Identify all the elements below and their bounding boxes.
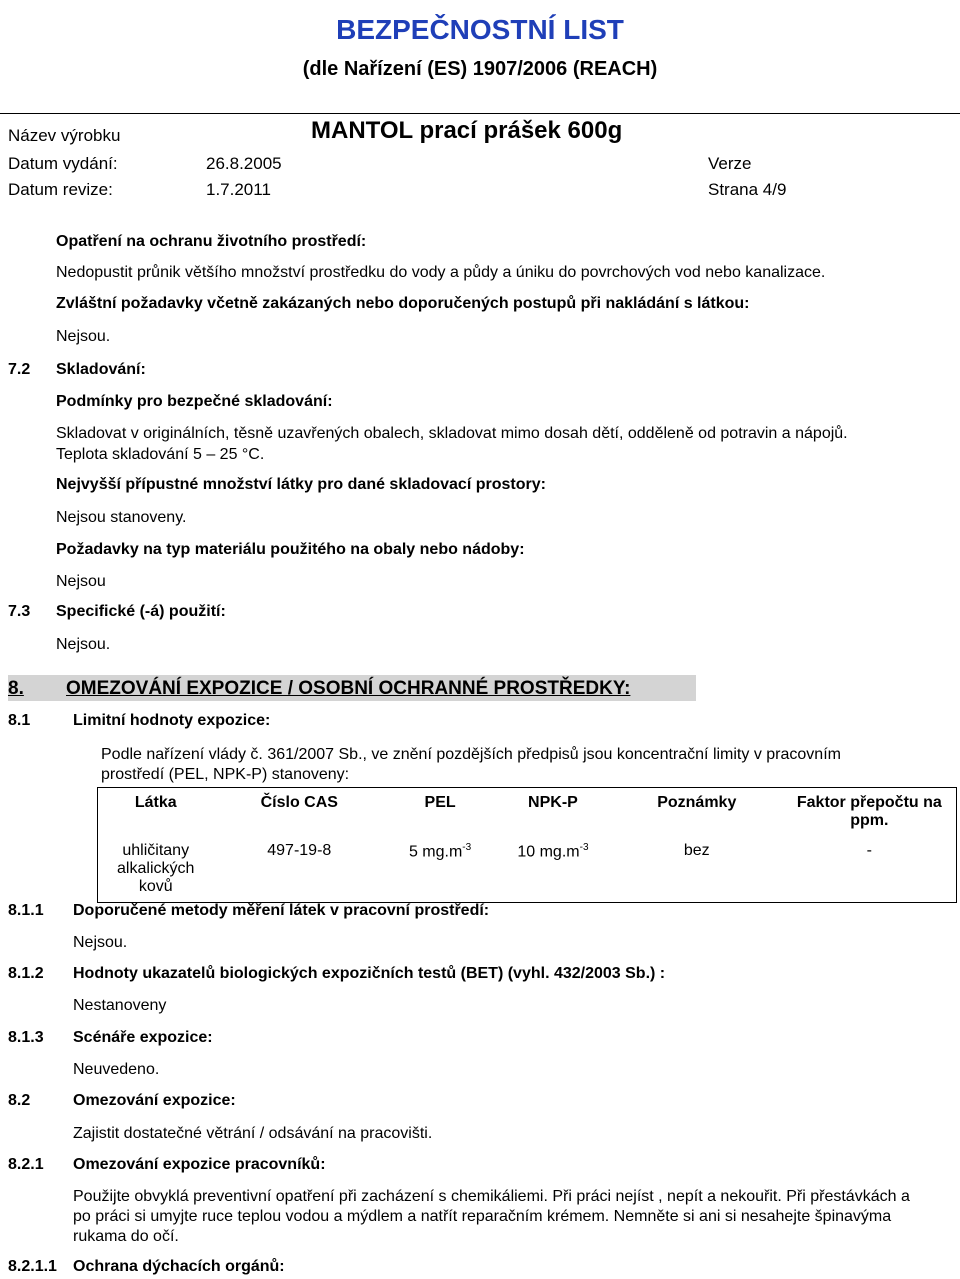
s72-heading: Skladování:	[56, 361, 146, 378]
max-quantity-heading: Nejvyšší přípustné množství látky pro dané skladovací prostory:	[56, 476, 546, 493]
s821-heading: Omezování expozice pracovníků:	[73, 1156, 326, 1173]
section8-heading: OMEZOVÁNÍ EXPOZICE / OSOBNÍ OCHRANNÉ PROSTŘEDKY:	[66, 678, 631, 699]
s812-number: 8.1.2	[8, 965, 44, 982]
column-header: NPK-P	[528, 794, 578, 811]
s812-heading: Hodnoty ukazatelů biologických expozičních testů (BET) (vyhl. 432/2003 Sb.) :	[73, 965, 666, 982]
storage-conditions-heading: Podmínky pro bezpečné skladování:	[56, 393, 333, 410]
note-cell: bez	[683, 842, 710, 859]
document-title: BEZPEČNOSTNÍ LIST	[336, 14, 624, 45]
env-text: Nedopustit průnik většího množství prostředku do vody a půdy a úniku do povrchových vod nebo kanalizace.	[56, 264, 826, 281]
s81-number: 8.1	[8, 712, 31, 729]
npk-value: 10 mg.m	[517, 843, 580, 861]
s811-heading: Doporučené metody měření látek v pracovní prostředí:	[73, 902, 490, 919]
s73-heading: Specifické (-á) použití:	[56, 603, 226, 620]
issue-date: 26.8.2005	[206, 154, 282, 173]
version-label: Verze	[708, 154, 752, 173]
s811-number: 8.1.1	[8, 902, 44, 919]
s8211-number: 8.2.1.1	[8, 1258, 57, 1275]
factor-cell: -	[866, 842, 872, 859]
s73-number: 7.3	[8, 603, 31, 620]
header-divider	[0, 113, 960, 114]
column-header: Číslo CAS	[260, 794, 338, 811]
storage-temperature: Teplota skladování 5 – 25 °C.	[56, 446, 265, 463]
npk-cell	[495, 832, 611, 903]
exposure-limits-table	[97, 787, 957, 903]
env-heading: Opatření na ochranu životního prostředí:	[56, 233, 367, 250]
s811-text: Nejsou.	[73, 934, 128, 951]
s813-heading: Scénáře expozice:	[73, 1029, 213, 1046]
table-header-row	[98, 788, 957, 833]
s82-number: 8.2	[8, 1092, 31, 1109]
page-number: Strana 4/9	[708, 180, 787, 199]
special-heading: Zvláštní požadavky včetně zakázaných nebo doporučených postupů při nakládání s látkou:	[56, 295, 750, 312]
s813-text: Neuvedeno.	[73, 1061, 160, 1078]
product-name: MANTOL prací prášek 600g	[311, 117, 623, 144]
s82-heading: Omezování expozice:	[73, 1092, 236, 1109]
s81-text: Podle nařízení vlády č. 361/2007 Sb., ve znění pozdějších předpisů jsou koncentrační limity v pracovním prostředí (PEL, NPK-P) stanoveny:	[101, 746, 841, 783]
pel-value: 5 mg.m	[408, 843, 463, 861]
npk-exponent: -3	[579, 842, 589, 853]
column-header: Faktor přepočtu na ppm.	[796, 794, 942, 829]
s821-number: 8.2.1	[8, 1156, 44, 1173]
s82-text: Zajistit dostatečné větrání / odsávání na pracovišti.	[73, 1125, 433, 1142]
s8211-heading: Ochrana dýchacích orgánů:	[73, 1258, 285, 1275]
substance-cell: uhličitany alkalických kovů	[117, 842, 195, 895]
section8-number: 8.	[8, 678, 24, 699]
storage-conditions-text: Skladovat v originálních, těsně uzavřených obalech, skladovat mimo dosah dětí, odděleně od potravin a nápojů.	[56, 425, 848, 442]
revision-date: 1.7.2011	[206, 180, 271, 199]
product-label: Název výrobku	[8, 126, 121, 145]
table-row	[98, 832, 957, 903]
cas-cell: 497-19-8	[267, 842, 332, 859]
pel-cell	[385, 832, 495, 903]
column-header: PEL	[424, 794, 456, 811]
s821-text: Použijte obvyklá preventivní opatření při zacházení s chemikáliemi. Při práci nejíst , nepít a nekouřit. Při přestávkách a po práci si umyjte ruce teplou vodou a mýdlem a natřít reparačním krémem. Nemněte si ani si nesahejte špinavýma rukama do očí.	[73, 1188, 910, 1245]
s73-text: Nejsou.	[56, 636, 111, 653]
issue-date-label: Datum vydání:	[8, 154, 118, 173]
s72-number: 7.2	[8, 361, 31, 378]
s812-text: Nestanoveny	[73, 997, 167, 1014]
document-subtitle: (dle Nařízení (ES) 1907/2006 (REACH)	[302, 58, 658, 80]
max-quantity-text: Nejsou stanoveny.	[56, 509, 187, 526]
special-text: Nejsou.	[56, 328, 111, 345]
revision-date-label: Datum revize:	[8, 180, 113, 199]
column-header: Poznámky	[657, 794, 737, 811]
pel-exponent: -3	[462, 842, 472, 853]
packaging-text: Nejsou	[56, 573, 106, 590]
s81-heading: Limitní hodnoty expozice:	[73, 712, 271, 729]
column-header: Látka	[134, 794, 177, 811]
packaging-heading: Požadavky na typ materiálu použitého na obaly nebo nádoby:	[56, 541, 525, 558]
s813-number: 8.1.3	[8, 1029, 44, 1046]
